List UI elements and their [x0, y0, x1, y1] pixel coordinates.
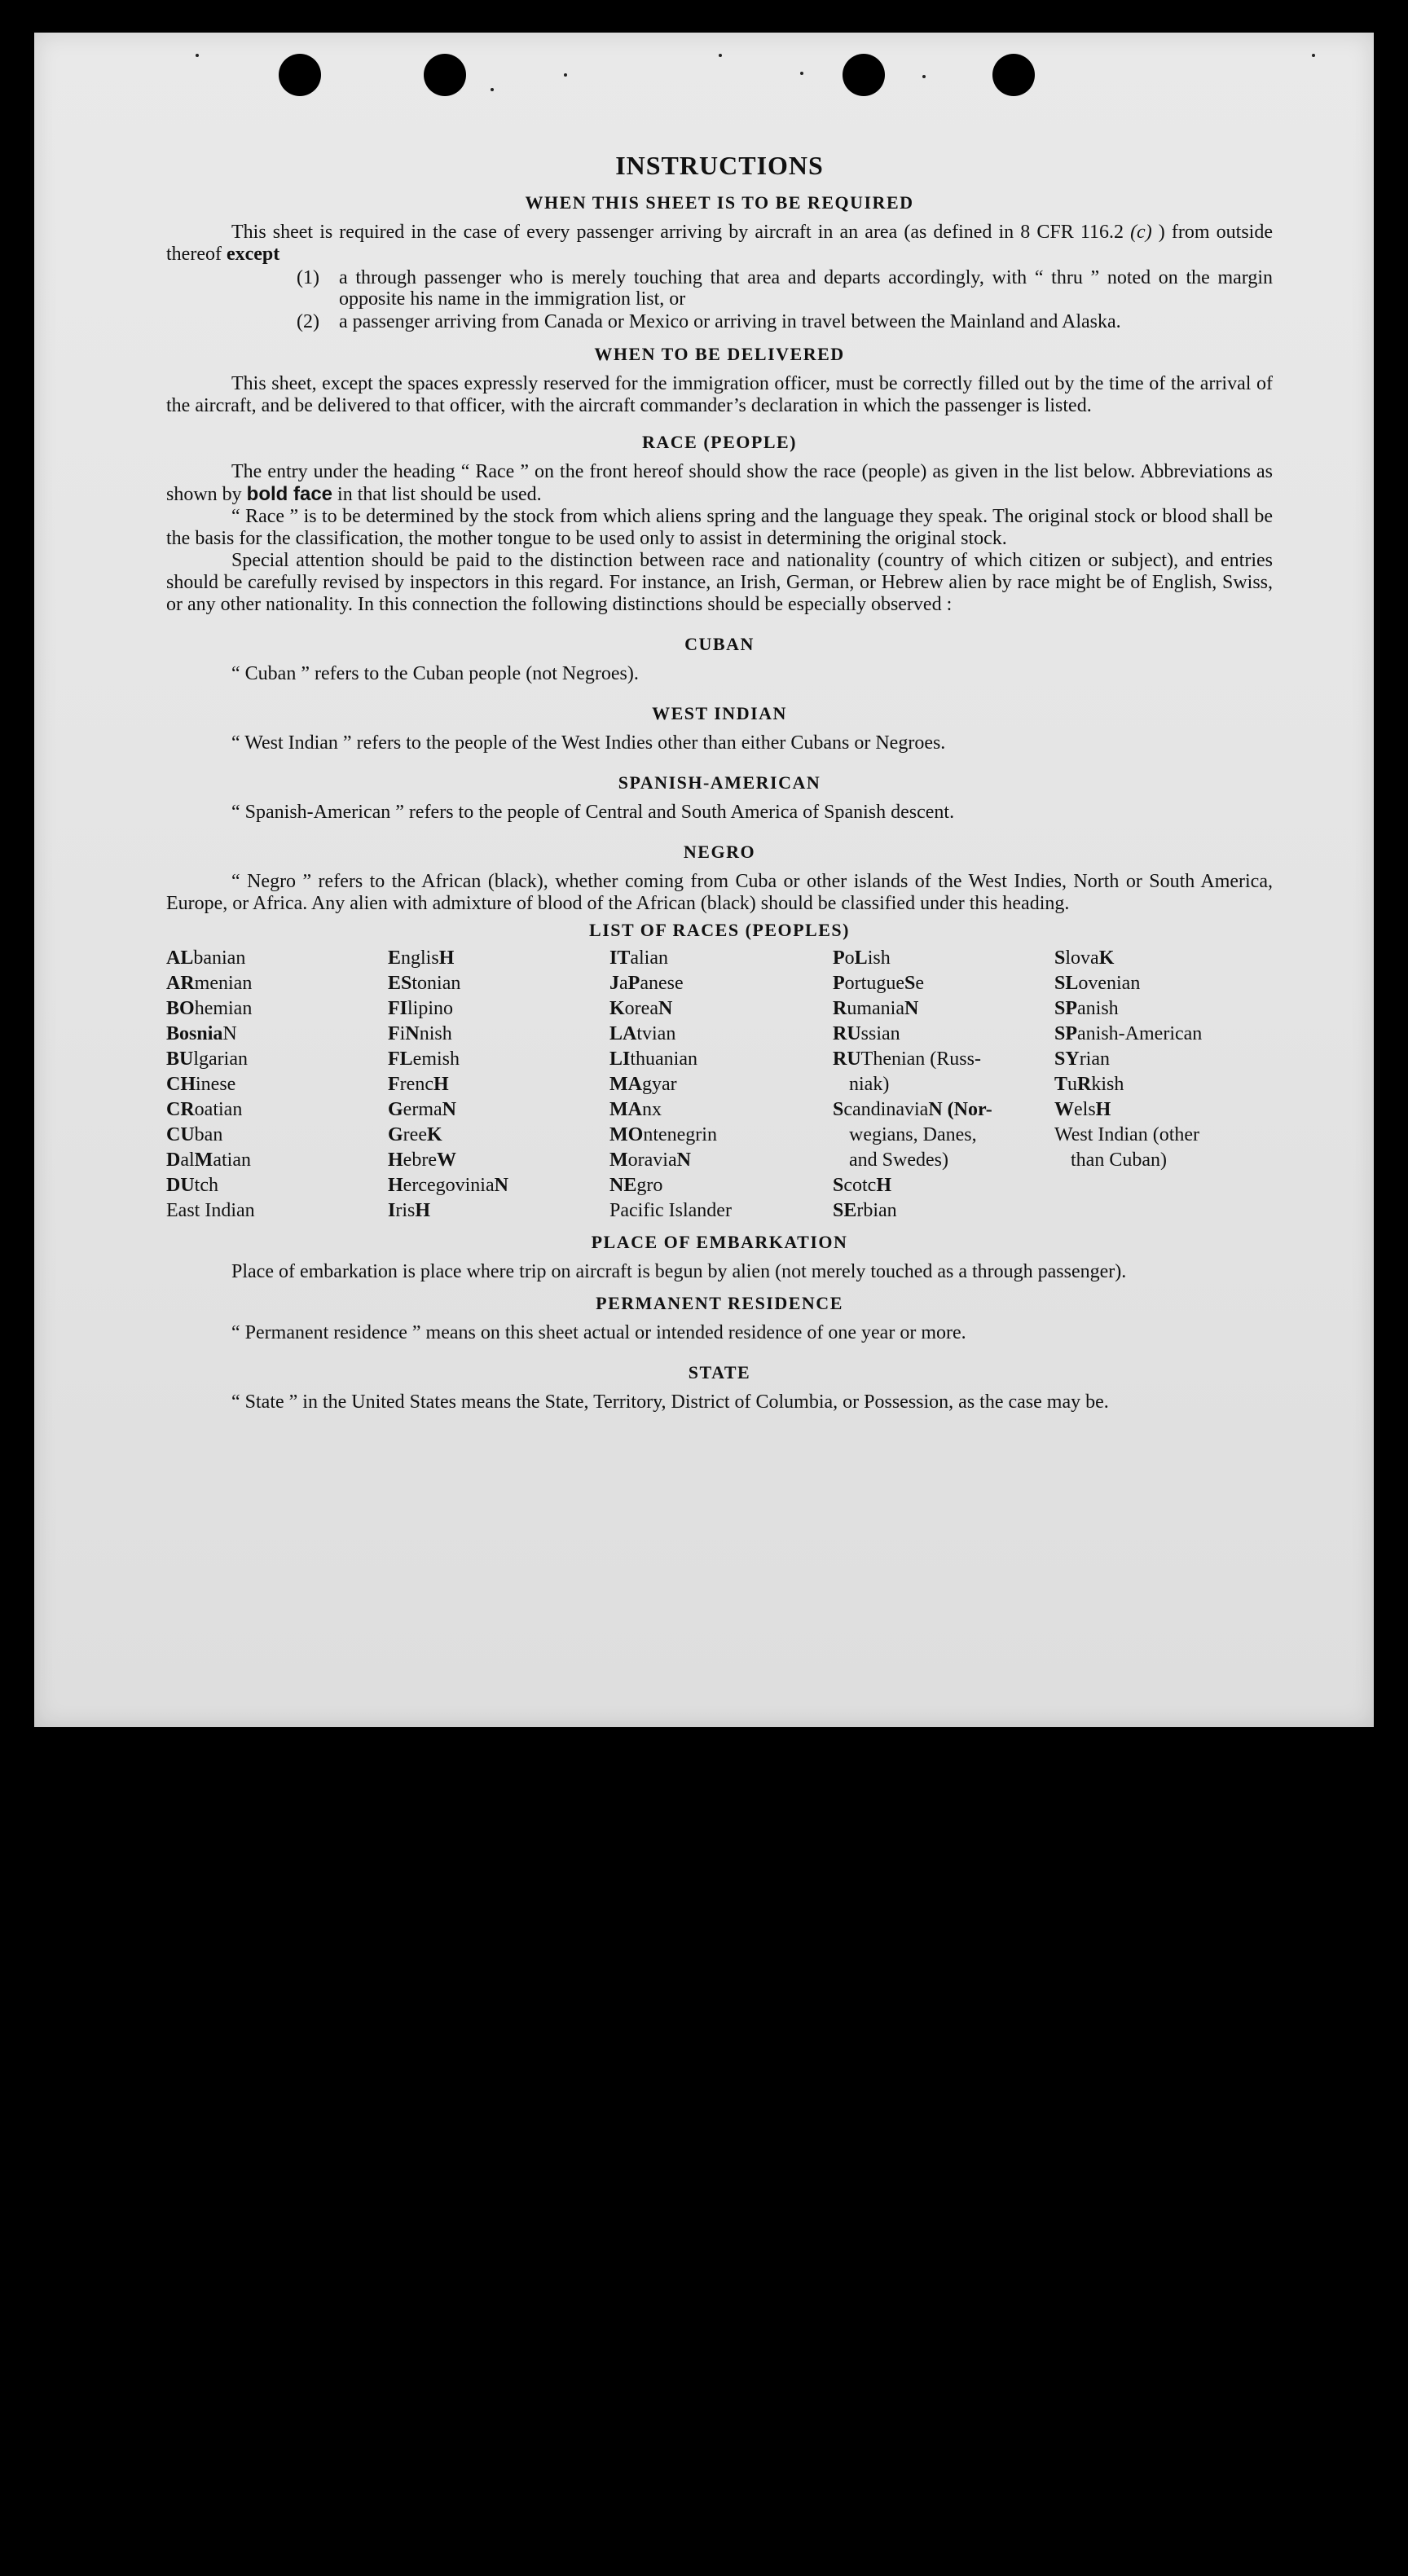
heading-state: STATE [688, 1362, 751, 1383]
race-entry: GermaN [388, 1099, 456, 1120]
speck [800, 72, 803, 75]
speck [922, 75, 926, 78]
list-item: (2) a passenger arriving from Canada or Mexico or arriving in travel between the Mainland and Alaska. [297, 311, 1121, 332]
races-table [166, 946, 1273, 1224]
races-column [609, 946, 833, 1224]
paragraph-when-delivered: This sheet, except the spaces expressly reserved for the immigration officer, must be correctly filled out by the time of the arrival of the aircraft, and be delivered to that officer, with the aircraft commander’s declaration in which the passenger is listed. [166, 373, 1273, 416]
race-entry: and Swedes) [849, 1150, 948, 1171]
race-entry: BUlgarian [166, 1048, 248, 1070]
speck [1312, 54, 1315, 57]
paragraph-cuban: “ Cuban ” refers to the Cuban people (not Negroes). [231, 663, 639, 684]
speck [719, 54, 722, 57]
race-entry: LIthuanian [609, 1048, 697, 1070]
paragraph-spanish-american: “ Spanish-American ” refers to the people of Central and South America of Spanish descent. [231, 802, 955, 823]
race-entry: ALbanian [166, 947, 246, 969]
race-entry: FiNnish [388, 1023, 452, 1044]
list-item: (1) a through passenger who is merely touching that area and departs accordingly, with “ thru ” noted on the margin opposite his name in the immigration list, or [297, 267, 1273, 310]
race-entry: FIlipino [388, 998, 454, 1019]
race-entry: ARmenian [166, 973, 253, 994]
race-entry: West Indian (other [1054, 1124, 1200, 1145]
race-entry: ScotcH [833, 1175, 892, 1196]
punch-hole [279, 54, 321, 96]
race-entry: wegians, Danes, [849, 1124, 977, 1145]
race-entry: EnglisH [388, 947, 455, 969]
race-entry: GreeK [388, 1124, 442, 1145]
race-entry: MoraviaN [609, 1150, 691, 1171]
race-entry: CHinese [166, 1074, 236, 1095]
race-entry: DalMatian [166, 1150, 251, 1171]
heading-race: RACE (PEOPLE) [642, 432, 797, 452]
race-entry: Pacific Islander [609, 1200, 732, 1221]
heading-spanish-american: SPANISH-AMERICAN [618, 772, 821, 793]
race-entry: RUThenian (Russ- [833, 1048, 981, 1070]
races-column [388, 946, 609, 1224]
race-entry: East Indian [166, 1200, 255, 1221]
heading-permanent-residence: PERMANENT RESIDENCE [596, 1293, 843, 1313]
race-entry: PoLish [833, 947, 891, 969]
race-entry: SLovenian [1054, 973, 1141, 994]
speck [491, 88, 494, 91]
heading-when-required: WHEN THIS SHEET IS TO BE REQUIRED [525, 192, 914, 213]
race-entry: MOntenegrin [609, 1124, 717, 1145]
race-entry: ITalian [609, 947, 668, 969]
page-title: INSTRUCTIONS [615, 151, 824, 180]
paragraph-when-required: This sheet is required in the case of every passenger arriving by aircraft in an area (as defined in 8 CFR 116.2 (c) ) from outside thereof except [166, 222, 1273, 265]
race-entry: SPanish [1054, 998, 1119, 1019]
paragraph-state: “ State ” in the United States means the State, Territory, District of Columbia, or Possession, as the case may be. [231, 1391, 1109, 1413]
race-entry: BosniaN [166, 1023, 237, 1044]
race-entry: SPanish-American [1054, 1023, 1203, 1044]
race-entry: LAtvian [609, 1023, 676, 1044]
paragraph-race-1: The entry under the heading “ Race ” on the front hereof should show the race (people) as given in the list below. Abbreviations as shown by bold face in that list should be used. [166, 461, 1273, 505]
race-entry: CRoatian [166, 1099, 243, 1120]
punch-hole [843, 54, 885, 96]
race-entry: JaPanese [609, 973, 684, 994]
races-column [833, 946, 1054, 1224]
heading-embarkation: PLACE OF EMBARKATION [591, 1232, 848, 1252]
race-entry: PortugueSe [833, 973, 924, 994]
race-entry: SlovaK [1054, 947, 1115, 969]
race-entry: SErbian [833, 1200, 897, 1221]
heading-negro: NEGRO [683, 842, 756, 862]
race-entry: CUban [166, 1124, 223, 1145]
race-entry: MAnx [609, 1099, 662, 1120]
speck [196, 54, 199, 57]
paragraph-permanent-residence: “ Permanent residence ” means on this sheet actual or intended residence of one year or more. [231, 1322, 966, 1343]
race-entry: RumaniaN [833, 998, 919, 1019]
race-entry: EStonian [388, 973, 461, 994]
race-entry: HebreW [388, 1150, 456, 1171]
races-column [166, 946, 388, 1224]
race-entry: MAgyar [609, 1074, 677, 1095]
race-entry: WelsH [1054, 1099, 1111, 1120]
races-column [1054, 946, 1273, 1224]
race-entry: IrisH [388, 1200, 431, 1221]
race-entry: BOhemian [166, 998, 253, 1019]
speck [564, 73, 567, 77]
race-entry: NEgro [609, 1175, 663, 1196]
race-entry: DUtch [166, 1175, 218, 1196]
race-entry: TuRkish [1054, 1074, 1124, 1095]
race-entry: RUssian [833, 1023, 900, 1044]
paragraph-race-2: “ Race ” is to be determined by the stock from which aliens spring and the language they speak. The original stock or blood shall be the basis for the classification, the mother tongue to be used only to assist in determining the original stock. [166, 506, 1273, 549]
paragraph-race-3: Special attention should be paid to the distinction between race and nationality (country of which citizen or subject), and entries should be carefully revised by inspectors in this regard. For instance, an Irish, German, or Hebrew alien by race might be of English, Swiss, or any other nationality. In this connection the following distinctions should be especially observed : [166, 550, 1273, 615]
race-entry: SYrian [1054, 1048, 1110, 1070]
race-entry: FrencH [388, 1074, 449, 1095]
race-entry: niak) [849, 1074, 890, 1095]
race-entry: FLemish [388, 1048, 460, 1070]
heading-cuban: CUBAN [684, 634, 755, 654]
race-entry: KoreaN [609, 998, 673, 1019]
heading-west-indian: WEST INDIAN [652, 703, 787, 723]
paragraph-embarkation: Place of embarkation is place where trip on aircraft is begun by alien (not merely touched as a through passenger). [231, 1261, 1127, 1282]
paragraph-west-indian: “ West Indian ” refers to the people of the West Indies other than either Cubans or Negroes. [231, 732, 946, 754]
punch-hole [992, 54, 1035, 96]
race-entry: HercegoviniaN [388, 1175, 508, 1196]
document-sheet [34, 33, 1374, 1727]
race-entry: ScandinaviaN (Nor- [833, 1099, 992, 1120]
punch-hole [424, 54, 466, 96]
heading-list-of-races: LIST OF RACES (PEOPLES) [589, 920, 850, 940]
race-entry: than Cuban) [1071, 1150, 1167, 1171]
heading-when-delivered: WHEN TO BE DELIVERED [594, 344, 845, 364]
paragraph-negro: “ Negro ” refers to the African (black), whether coming from Cuba or other islands of the West Indies, North or South America, Europe, or Africa. Any alien with admixture of blood of the African (black) should be classified under this heading. [166, 871, 1273, 914]
